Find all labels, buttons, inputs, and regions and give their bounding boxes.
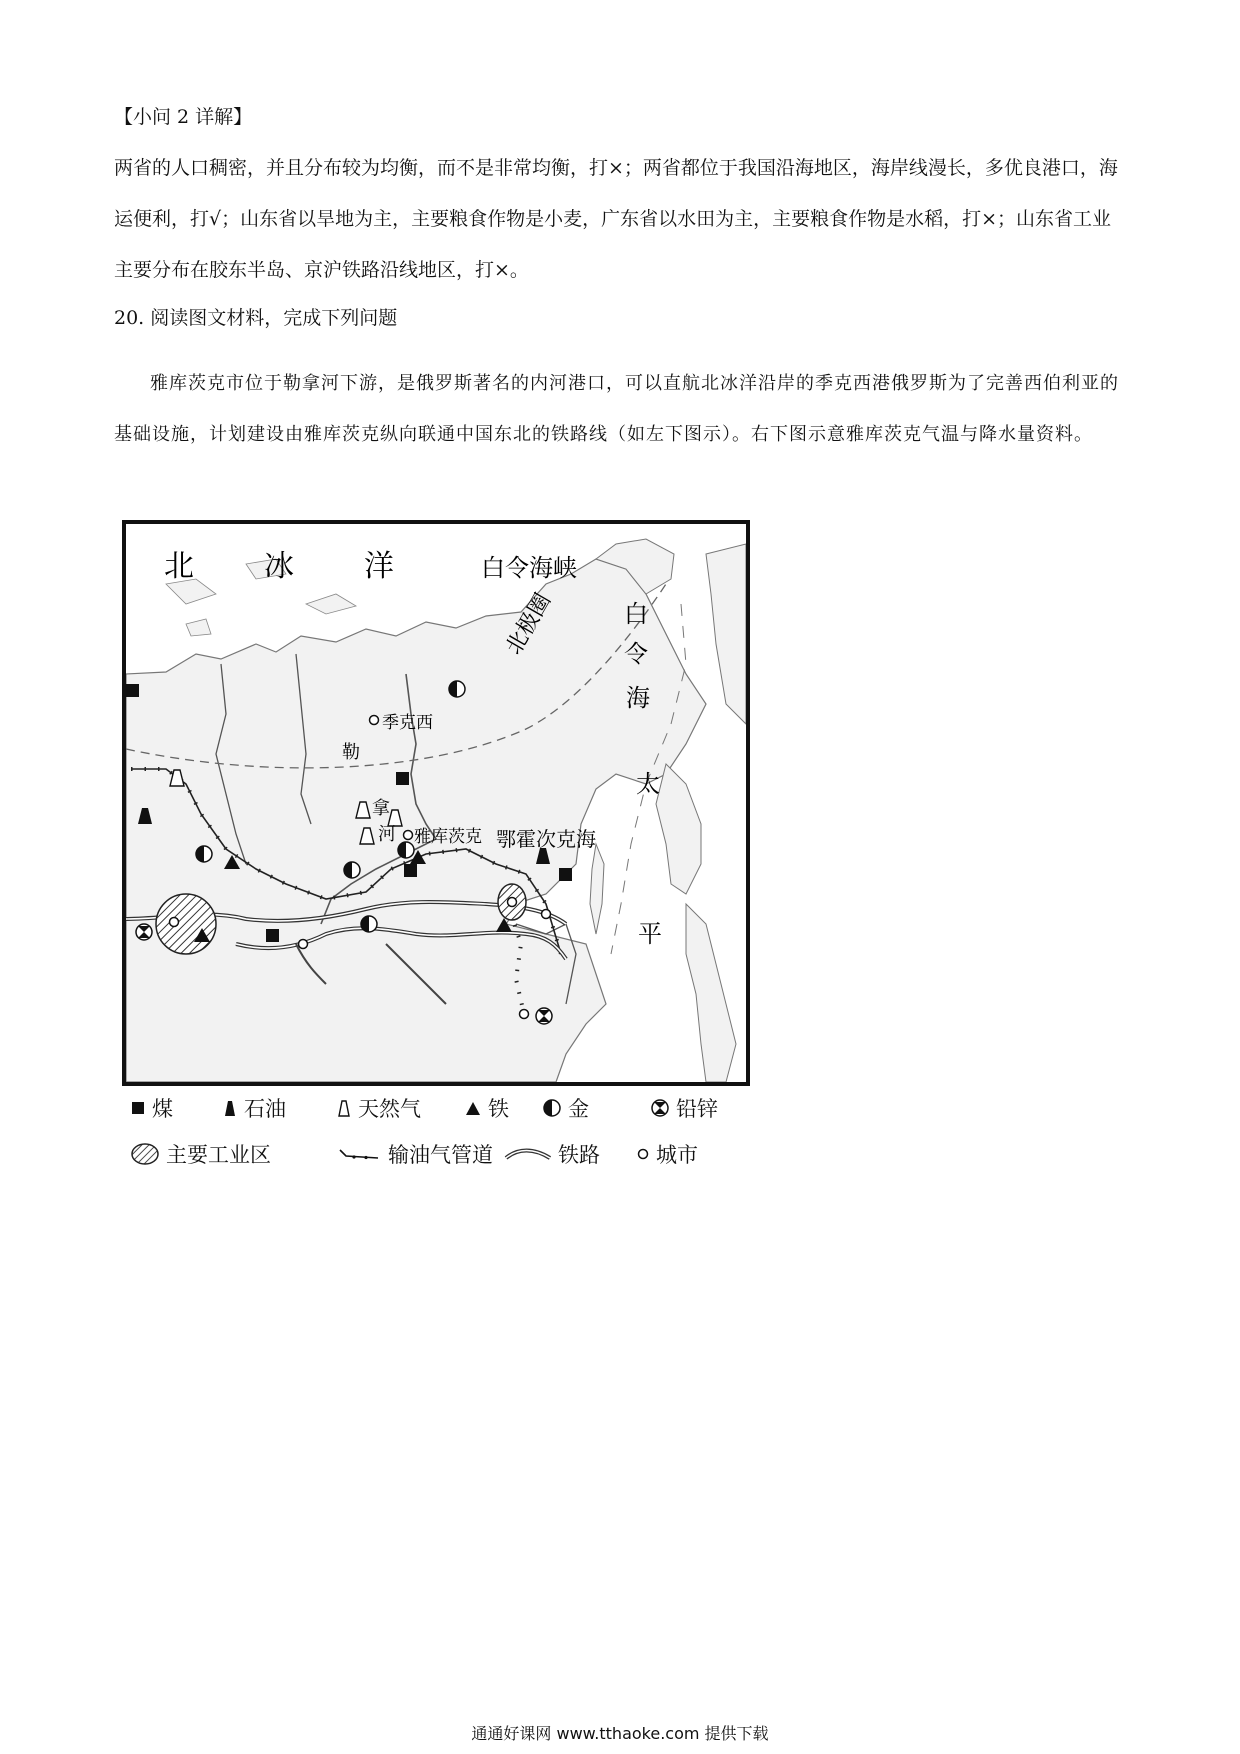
industrial-zone-icon (130, 1142, 160, 1166)
material-text: 雅库茨克市位于勒拿河下游，是俄罗斯著名的内河港口，可以直航北冰洋沿岸的季克西港俄罗斯为了完善西伯利亚的基础设施，计划建设由雅库茨克纵向联通中国东北的铁路线（如左下图示）。右下图示意雅库茨克气温与降水量资料。 (114, 373, 1119, 445)
page-footer: 通通好课网 www.tthaoke.com 提供下载 (471, 1724, 769, 1743)
legend-pipeline (338, 1139, 493, 1169)
ocean-label-bing: 冰 (264, 549, 294, 584)
railway-icon (504, 1144, 552, 1164)
lead-zinc-icon (536, 1008, 552, 1024)
lena-label-1: 勒 (342, 742, 360, 763)
map-drawing (126, 524, 746, 1082)
okhotsk-sea-label: 鄂霍次克海 (496, 827, 596, 851)
bering-sea-label-1: 白 (624, 600, 648, 628)
bering-sea-label-3: 海 (626, 684, 650, 712)
legend-gold-label: 金 (568, 1097, 589, 1121)
ocean-label-bei: 北 (164, 549, 194, 584)
lena-label-3: 河 (378, 824, 396, 845)
oil-icon (222, 1098, 238, 1118)
legend-industrial-zone-label: 主要工业区 (166, 1143, 271, 1167)
legend-railway-label: 铁路 (558, 1143, 600, 1167)
gold-icon (344, 862, 360, 878)
gold-icon (361, 916, 377, 932)
gas-icon (336, 1098, 352, 1118)
legend-city (636, 1139, 698, 1169)
legend-industrial-zone (130, 1139, 271, 1169)
question-title: 20. 阅读图文材料，完成下列问题 (114, 307, 398, 329)
iron-icon (464, 1099, 482, 1117)
tiksi-label: 季克西 (382, 713, 433, 733)
city-icon (636, 1147, 650, 1161)
city-4 (542, 910, 551, 919)
gold-icon (398, 842, 414, 858)
lena-label-2: 拿 (372, 798, 390, 819)
coal-icon (266, 929, 279, 942)
legend-pipeline-label: 输油气管道 (388, 1143, 493, 1167)
answer-paragraph: 两省的人口稠密，并且分布较为均衡，而不是非常均衡，打×；两省都位于我国沿海地区，海岸线漫长，多优良港口，海运便利，打√；山东省以旱地为主，主要粮食作物是小麦，广东省以水田为主，主要粮食作物是水稻，打×；山东省工业主要分布在胶东半岛、京沪铁路沿线地区，打×。 (114, 157, 1118, 281)
land-japan (686, 904, 736, 1082)
gold-icon (449, 681, 465, 697)
land-alaska (706, 544, 746, 724)
land-sakhalin (590, 844, 604, 934)
legend-gas (336, 1093, 421, 1123)
land-islands (166, 559, 356, 636)
coal-icon (126, 684, 139, 697)
city-2 (299, 940, 308, 949)
city-tiksi (370, 716, 379, 725)
map-legend (130, 1093, 750, 1193)
city-5 (520, 1010, 529, 1019)
legend-railway (504, 1139, 600, 1169)
industrial-zone-west (156, 894, 216, 954)
city-3 (508, 898, 517, 907)
legend-iron-label: 铁 (488, 1097, 509, 1121)
city-yakutsk (404, 831, 413, 840)
gold-icon (542, 1098, 562, 1118)
coal-icon (396, 772, 409, 785)
city-1 (170, 918, 179, 927)
bering-strait-label: 白令海峡 (481, 554, 577, 582)
legend-lead-zinc-label: 铅锌 (676, 1097, 718, 1121)
gold-icon (196, 846, 212, 862)
section-heading: 【小问 2 详解】 (114, 106, 253, 128)
legend-oil-label: 石油 (244, 1097, 286, 1121)
legend-coal (130, 1093, 173, 1123)
coal-icon (130, 1100, 146, 1116)
lead-zinc-icon (650, 1098, 670, 1118)
coal-icon (559, 868, 572, 881)
bering-sea-label-5: 平 (638, 920, 662, 948)
legend-lead-zinc (650, 1093, 718, 1123)
legend-coal-label: 煤 (152, 1097, 173, 1121)
ocean-label-yang: 洋 (364, 549, 394, 584)
yakutsk-label: 雅库茨克 (414, 827, 482, 847)
pipeline-icon (338, 1144, 382, 1164)
land-kamchatka (656, 764, 701, 894)
coal-icon (404, 864, 417, 877)
siberia-map (122, 520, 750, 1086)
lead-zinc-icon (136, 924, 152, 940)
arctic-circle-label: 北极圈 (501, 589, 557, 659)
legend-iron (464, 1093, 509, 1123)
bering-sea-label-4: 太 (636, 770, 660, 798)
legend-city-label: 城市 (656, 1143, 698, 1167)
bering-sea-label-2: 令 (624, 640, 648, 668)
legend-gold (542, 1093, 589, 1123)
legend-oil (222, 1093, 286, 1123)
legend-gas-label: 天然气 (358, 1097, 421, 1121)
land-mainland (126, 559, 706, 1082)
